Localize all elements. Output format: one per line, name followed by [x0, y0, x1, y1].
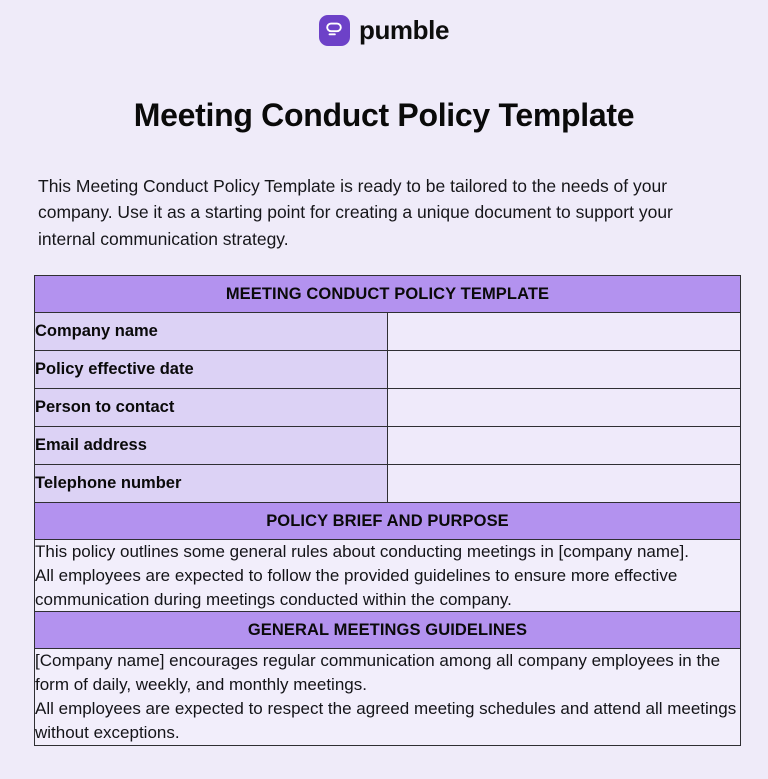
- field-label-person-to-contact: Person to contact: [35, 389, 388, 427]
- brand-header: [0, 0, 768, 48]
- field-value-company-name[interactable]: [388, 313, 741, 351]
- table-row: [35, 465, 741, 503]
- intro-paragraph: This Meeting Conduct Policy Template is ready to be tailored to the needs of your company. Use it as a starting point for creating a unique document to support your internal communication strategy.: [38, 176, 673, 249]
- table-title-cell: MEETING CONDUCT POLICY TEMPLATE: [35, 276, 741, 313]
- section-body-row: [35, 649, 741, 745]
- section-heading-row: [35, 612, 741, 649]
- pumble-logo-icon: [319, 15, 350, 46]
- page-title: Meeting Conduct Policy Template: [133, 97, 635, 133]
- policy-template-table: [34, 275, 741, 746]
- section-body-line: All employees are expected to follow the provided guidelines to ensure more effective communication during meetings conducted within the company.: [35, 565, 678, 609]
- section-body-policy-brief: [35, 540, 741, 612]
- field-label-telephone-number: Telephone number: [35, 465, 388, 503]
- section-heading-general-guidelines: GENERAL MEETINGS GUIDELINES: [35, 612, 741, 649]
- table-row: [35, 313, 741, 351]
- field-value-telephone-number[interactable]: [388, 465, 741, 503]
- field-label-policy-effective-date: Policy effective date: [35, 351, 388, 389]
- field-value-person-to-contact[interactable]: [388, 389, 741, 427]
- field-value-email-address[interactable]: [388, 427, 741, 465]
- section-heading-policy-brief: POLICY BRIEF AND PURPOSE: [35, 503, 741, 540]
- section-body-general-guidelines: [35, 649, 741, 745]
- section-body-line: This policy outlines some general rules about conducting meetings in [company name].: [35, 542, 689, 561]
- field-label-company-name: Company name: [35, 313, 388, 351]
- table-header-row: [35, 276, 741, 313]
- table-row: [35, 427, 741, 465]
- table-row: [35, 389, 741, 427]
- table-row: [35, 351, 741, 389]
- brand-name: pumble: [358, 15, 450, 45]
- field-value-policy-effective-date[interactable]: [388, 351, 741, 389]
- section-heading-row: [35, 503, 741, 540]
- field-label-email-address: Email address: [35, 427, 388, 465]
- section-body-row: [35, 540, 741, 612]
- section-body-line: [Company name] encourages regular communication among all company employees in the form of daily, weekly, and monthly meetings.: [35, 651, 721, 695]
- section-body-line: All employees are expected to respect the agreed meeting schedules and attend all meetings without exceptions.: [35, 698, 737, 742]
